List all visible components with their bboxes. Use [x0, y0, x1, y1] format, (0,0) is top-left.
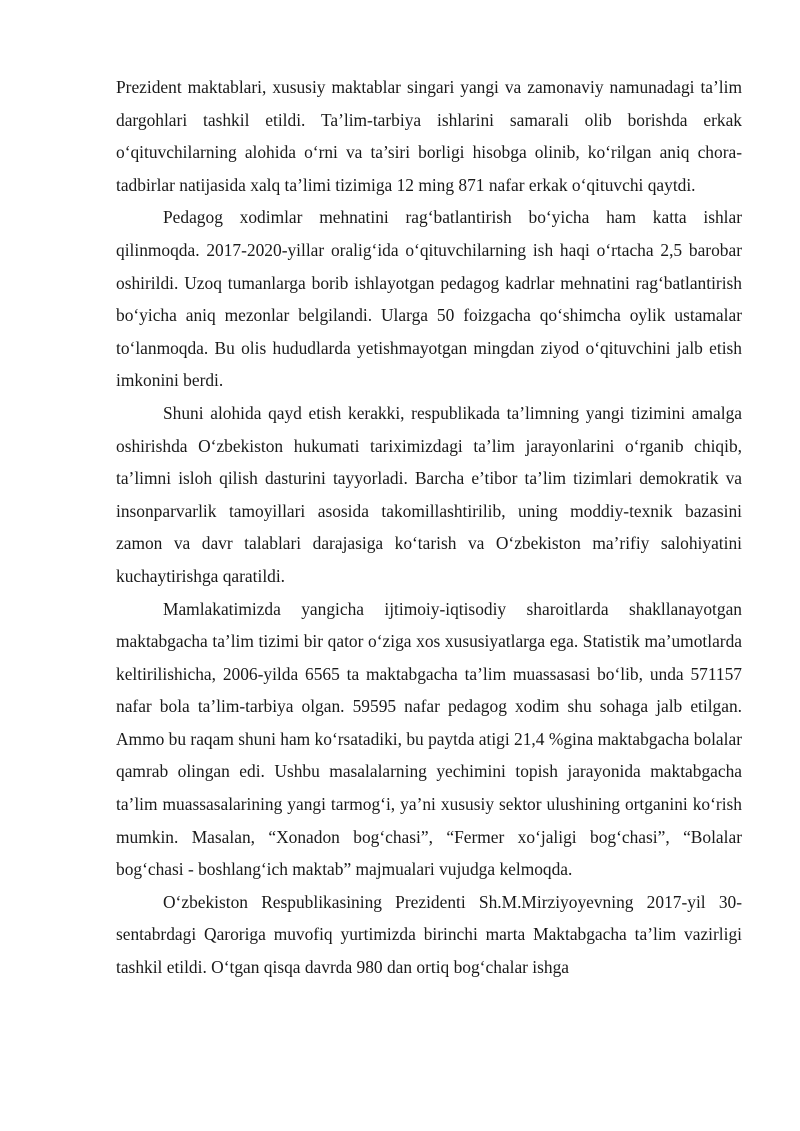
paragraph-3: Shuni alohida qayd etish kerakki, respublikada ta’limning yangi tizimini amalga oshirishda O‘zbekiston hukumati tariximizdagi ta’lim jarayonlarini o‘rganib chiqib, ta’limni isloh qilish dasturini tayyorladi. Barcha e’tibor ta’lim tizimlari demokratik va insonparvarlik tamoyillari asosida takomillashtirilib, uning moddiy-texnik bazasini zamon va davr talablari darajasiga ko‘tarish va O‘zbekiston ma’rifiy salohiyatini kuchaytirishga qaratildi. [116, 402, 742, 586]
paragraph-1: Prezident maktablari, xususiy maktablar singari yangi va zamonaviy namunadagi ta’lim dargohlari tashkil etildi. Ta’lim-tarbiya ishlarini samarali olib borishda erkak o‘qituvchilarning alohida o‘rni va ta’siri borligi hisobga olinib, ko‘rilgan aniq chora-tadbirlar natijasida xalq ta’limi tizimiga 12 ming 871 nafar erkak o‘qituvchi qaytdi. [116, 77, 742, 195]
paragraph-5: O‘zbekiston Respublikasining Prezidenti Sh.M.Mirziyoyevning 2017-yil 30-sentabrdagi Qaroriga muvofiq yurtimizda birinchi marta Maktabgacha ta’lim vazirligi tashkil etildi. O‘tgan qisqa davrda 980 dan ortiq bog‘chalar ishga [116, 891, 742, 978]
paragraph-2: Pedagog xodimlar mehnatini rag‘batlantirish bo‘yicha ham katta ishlar qilinmoqda. 2017-2020-yillar oralig‘ida o‘qituvchilarning ish haqi o‘rtacha 2,5 barobar oshirildi. Uzoq tumanlarga borib ishlayotgan pedagog kadrlar mehnatini rag‘batlantirish bo‘yicha aniq mezonlar belgilandi. Ularga 50 foizgacha qo‘shimcha oylik ustamalar to‘lanmoqda. Bu olis hududlarda yetishmayotgan mingdan ziyod o‘qituvchini jalb etish imkonini berdi. [116, 207, 742, 391]
paragraph-4: Mamlakatimizda yangicha ijtimoiy-iqtisodiy sharoitlarda shakllanayotgan maktabgacha ta’lim tizimi bir qator o‘ziga xos xususiyatlarga ega. Statistik ma’umotlarda keltirilishicha, 2006-yilda 6565 ta maktabgacha ta’lim muassasasi bo‘lib, unda 571157 nafar bola ta’lim-tarbiya olgan. 59595 nafar pedagog xodim shu sohaga jalb etilgan. Ammo bu raqam shuni ham ko‘rsatadiki, bu paytda atigi 21,4 %gina maktabgacha bolalar qamrab olingan edi. Ushbu masalalarning yechimini topish jarayonida maktabgacha ta’lim muassasalarining yangi tarmog‘i, ya’ni xususiy sektor ulushining ortganini ko‘rish mumkin. Masalan, “Xonadon bog‘chasi”, “Fermer xo‘jaligi bog‘chasi”, “Bolalar bog‘chasi - boshlang‘ich maktab” majmualari vujudga kelmoqda. [116, 598, 742, 880]
document-page [116, 71, 742, 984]
